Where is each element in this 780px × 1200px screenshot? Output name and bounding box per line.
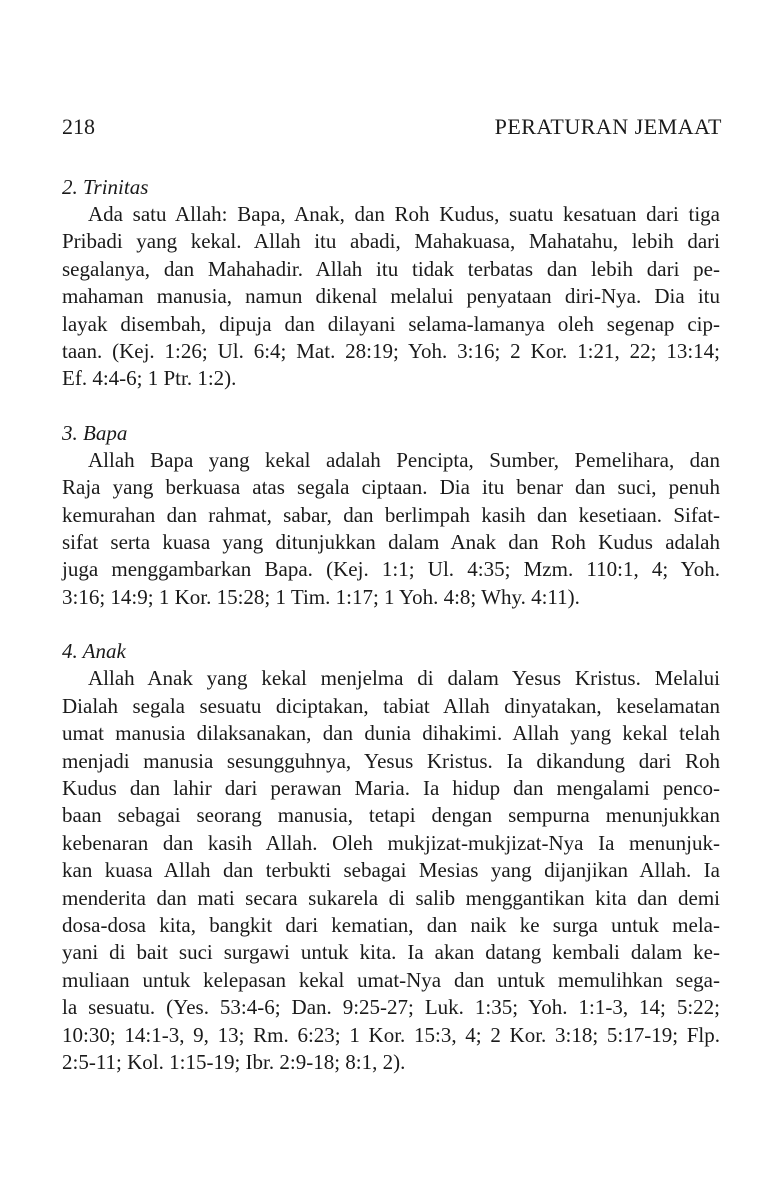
section-heading: 4. Anak: [62, 639, 126, 664]
text-line: Ada satu Allah: Bapa, Anak, dan Roh Kudus, suatu kesatuan dari tiga: [88, 202, 720, 226]
text-line: sifat serta kuasa yang ditunjukkan dalam Anak dan Roh Kudus adalah: [62, 530, 720, 555]
section-trinitas: [62, 174, 720, 393]
text-line: 3:16; 14:9; 1 Kor. 15:28; 1 Tim. 1:17; 1 Yoh. 4:8; Why. 4:11).: [62, 584, 580, 609]
running-title: PERATURAN JEMAAT: [494, 114, 722, 139]
text-line: layak disembah, dipuja dan dilayani selama-lamanya oleh segenap cip-: [62, 311, 720, 336]
text-line: 2:5-11; Kol. 1:15-19; Ibr. 2:9-18; 8:1, 2).: [62, 1049, 406, 1074]
section-heading: 3. Bapa: [62, 420, 128, 445]
text-line: Kudus dan lahir dari perawan Maria. Ia hidup dan mengalami penco-: [62, 775, 720, 800]
running-header: [62, 114, 722, 140]
text-line: mahaman manusia, namun dikenal melalui penyataan diri-Nya. Dia itu: [62, 284, 720, 309]
page-number: 218: [62, 114, 95, 139]
text-line: Raja yang berkuasa atas segala ciptaan. Dia itu benar dan suci, penuh: [62, 475, 720, 500]
text-line: Pribadi yang kekal. Allah itu abadi, Mahakuasa, Mahatahu, lebih dari: [62, 229, 720, 254]
section-bapa: [62, 420, 720, 611]
text-line: Ef. 4:4-6; 1 Ptr. 1:2).: [62, 366, 237, 391]
text-line: kemurahan dan rahmat, sabar, dan berlimpah kasih dan kesetiaan. Sifat-: [62, 502, 720, 527]
text-line: Dialah segala sesuatu diciptakan, tabiat Allah dinyatakan, keselamatan: [62, 693, 720, 718]
text-line: muliaan untuk kelepasan kekal umat-Nya dan untuk memulihkan sega-: [62, 967, 720, 992]
text-line: kebenaran dan kasih Allah. Oleh mukjizat-mukjizat-Nya Ia menunjuk-: [62, 830, 720, 855]
text-line: baan sebagai seorang manusia, tetapi dengan sempurna menunjukkan: [62, 803, 720, 828]
text-line: kan kuasa Allah dan terbukti sebagai Mesias yang dijanjikan Allah. Ia: [62, 858, 720, 883]
text-line: Allah Anak yang kekal menjelma di dalam Yesus Kristus. Melalui: [88, 666, 720, 691]
section-anak: [62, 638, 720, 1076]
text-line: juga menggambarkan Bapa. (Kej. 1:1; Ul. 4:35; Mzm. 110:1, 4; Yoh.: [62, 557, 720, 582]
text-line: segalanya, dan Mahahadir. Allah itu tidak terbatas dan lebih dari pe-: [62, 256, 720, 281]
text-line: la sesuatu. (Yes. 53:4-6; Dan. 9:25-27; Luk. 1:35; Yoh. 1:1-3, 14; 5:22;: [62, 995, 720, 1020]
text-line: Allah Bapa yang kekal adalah Pencipta, Sumber, Pemelihara, dan: [88, 447, 720, 472]
text-line: umat manusia dilaksanakan, dan dunia dihakimi. Allah yang kekal telah: [62, 721, 720, 746]
section-heading: 2. Trinitas: [62, 175, 149, 199]
text-line: taan. (Kej. 1:26; Ul. 6:4; Mat. 28:19; Yoh. 3:16; 2 Kor. 1:21, 22; 13:14;: [62, 339, 720, 364]
text-line: yani di bait suci surgawi untuk kita. Ia akan datang kembali dalam ke-: [62, 940, 720, 965]
text-line: menderita dan mati secara sukarela di salib menggantikan kita dan demi: [62, 885, 720, 910]
text-line: dosa-dosa kita, bangkit dari kematian, dan naik ke surga untuk mela-: [62, 912, 720, 937]
text-line: 10:30; 14:1-3, 9, 13; Rm. 6:23; 1 Kor. 15:3, 4; 2 Kor. 3:18; 5:17-19; Flp.: [62, 1022, 720, 1047]
text-line: menjadi manusia sesungguhnya, Yesus Kristus. Ia dikandung dari Roh: [62, 748, 720, 773]
page-body: [62, 174, 720, 1103]
